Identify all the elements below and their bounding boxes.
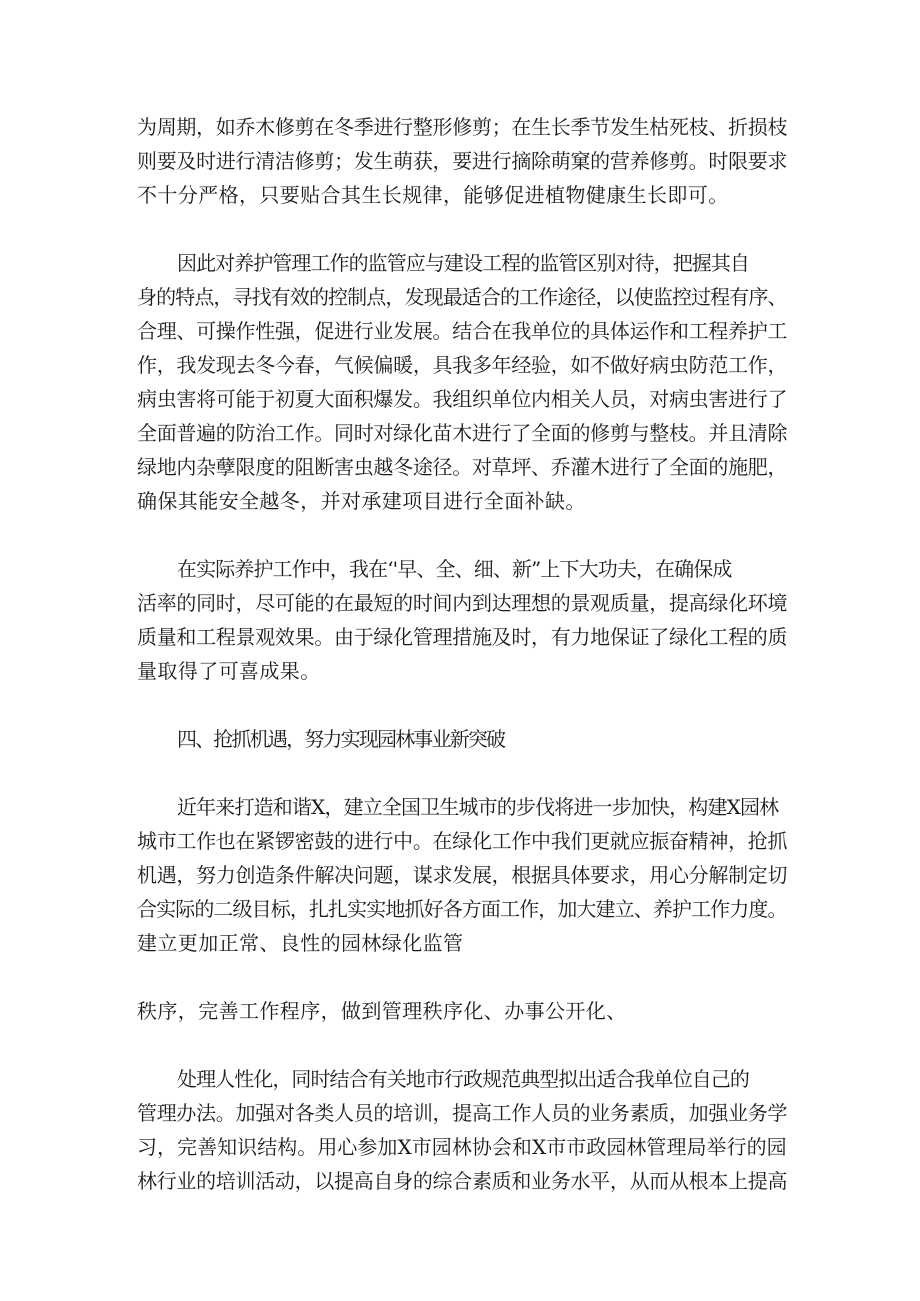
text-line: 处理人性化，同时结合有关地市行政规范典型拟出适合我单位自己的	[177, 1067, 749, 1091]
text-line: 量取得了可喜成果。	[137, 659, 321, 683]
text-line: 合实际的二级目标，扎扎实实地抓好各方面工作，加大建立、养护工作力度。	[137, 897, 787, 921]
text-line: 则要及时进行清洁修剪；发生萌获，要进行摘除萌窠的营养修剪。时限要求	[137, 149, 788, 173]
text-line: 近年来打造和谐X，建立全国卫生城市的步伐将进一步加快，构建X园林	[177, 795, 779, 819]
text-line: 不十分严格，只要贴合其生长规律，能够促进植物健康生长即可。	[137, 183, 729, 207]
text-line: 确保其能安全越冬，并对承建项目进行全面补缺。	[137, 489, 586, 513]
text-line: 合理、可操作性强，促进行业发展。结合在我单位的具体运作和工程养护工	[137, 319, 788, 343]
text-line: 作，我发现去冬今春，气候偏暖，具我多年经验，如不做好病虫防范工作，	[137, 353, 788, 377]
text-line: 习，完善知识结构。用心参加X市园林协会和X市市政园林管理局举行的园	[137, 1135, 787, 1159]
text-line: 质量和工程景观效果。由于绿化管理措施及时，有力地保证了绿化工程的质	[137, 625, 788, 649]
section-heading: 四、抢抓机遇，努力实现园林事业新突破	[177, 727, 505, 751]
text-line: 全面普遍的防治工作。同时对绿化苗木进行了全面的修剪与整枝。并且清除	[137, 421, 788, 445]
text-line: 秩序，完善工作程序，做到管理秩序化、办事公开化、	[137, 999, 627, 1023]
text-line: 因此对养护管理工作的监管应与建设工程的监管区别对待，把握其自	[177, 251, 749, 275]
text-line: 城市工作也在紧锣密鼓的进行中。在绿化工作中我们更就应振奋精神，抢抓	[137, 829, 788, 853]
text-line: 机遇，努力创造条件解决问题，谋求发展，根据具体要求，用心分解制定切	[137, 863, 788, 887]
text-line: 建立更加正常、良性的园林绿化监管	[137, 931, 464, 955]
text-line: 活率的同时，尽可能的在最短的时间内到达理想的景观质量，提高绿化环境	[137, 591, 788, 615]
text-line: 在实际养护工作中，我在‘'早、全、细、新”上下大功夫，在确保成	[177, 557, 732, 581]
text-line: 林行业的培训活动，以提高自身的综合素质和业务水平，从而从根本上提高	[137, 1169, 788, 1193]
text-line: 病虫害将可能于初夏大面积爆发。我组织单位内相关人员，对病虫害进行了	[137, 387, 788, 411]
text-line: 为周期，如乔木修剪在冬季进行整形修剪；在生长季节发生枯死枝、折损枝	[137, 115, 788, 139]
text-line: 身的特点，寻找有效的控制点，发现最适合的工作途径，以使监控过程有序、	[137, 285, 787, 309]
text-line: 管理办法。加强对各类人员的培训，提高工作人员的业务素质，加强业务学	[137, 1101, 788, 1125]
text-line: 绿地内杂孽限度的阻断害虫越冬途径。对草坪、乔灌木进行了全面的施肥，	[137, 455, 788, 479]
